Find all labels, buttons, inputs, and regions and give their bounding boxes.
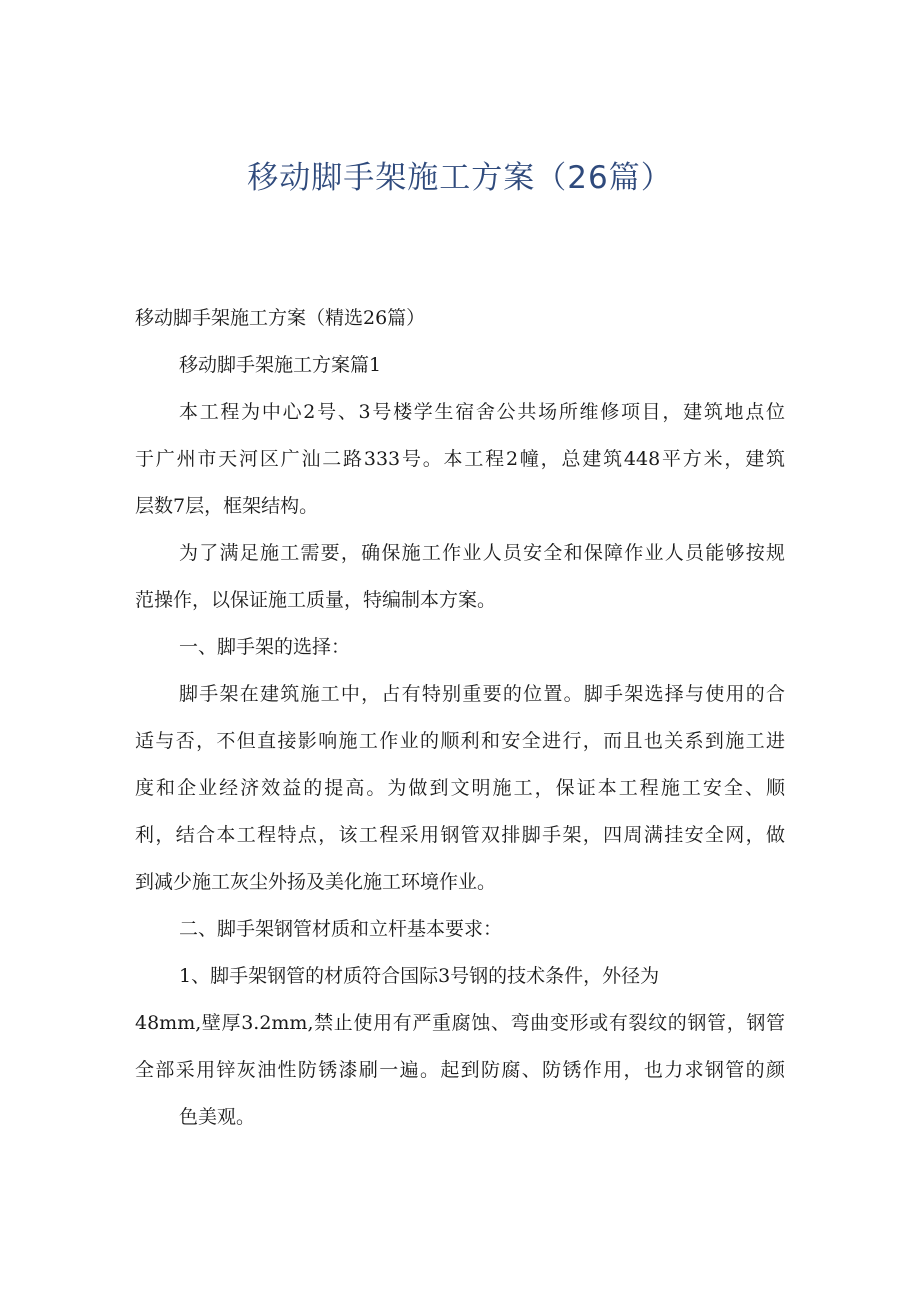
text-line: 为了满足施工需要，确保施工作业人员安全和保障作业人员能够按规	[179, 542, 785, 564]
text-line: 到减少施工灰尘外扬及美化施工环境作业。	[135, 871, 497, 893]
text-line: 范操作，以保证施工质量，特编制本方案。	[135, 589, 497, 611]
text-line: 全部采用锌灰油性防锈漆刷一遍。起到防腐、防锈作用，也力求钢管的颜	[135, 1059, 785, 1081]
text-line: 层数7层，框架结构。	[135, 495, 319, 517]
text-line: 二、脚手架钢管材质和立杆基本要求：	[179, 918, 503, 940]
text-line: 脚手架在建筑施工中，占有特别重要的位置。脚手架选择与使用的合	[179, 683, 785, 705]
text-line: 度和企业经济效益的提高。为做到文明施工，保证本工程施工安全、顺	[135, 777, 785, 799]
text-line: 移动脚手架施工方案篇1	[179, 354, 382, 376]
text-line: 适与否，不但直接影响施工作业的顺利和安全进行，而且也关系到施工进	[135, 730, 785, 752]
text-line: 于广州市天河区广汕二路333号。本工程2幢，总建筑448平方米，建筑	[135, 448, 785, 470]
text-line: 移动脚手架施工方案（精选26篇）	[135, 307, 426, 329]
text-line: 本工程为中心2号、3号楼学生宿舍公共场所维修项目，建筑地点位	[179, 401, 785, 423]
text-line: 48mm,壁厚3.2mm,禁止使用有严重腐蚀、弯曲变形或有裂纹的钢管，钢管	[135, 1012, 785, 1034]
document-title: 移动脚手架施工方案（26篇）	[247, 160, 673, 196]
text-line: 色美观。	[179, 1106, 256, 1128]
text-line: 1、脚手架钢管的材质符合国际3号钢的技术条件，外径为	[179, 965, 660, 987]
text-line: 利，结合本工程特点，该工程采用钢管双排脚手架，四周满挂安全网，做	[135, 824, 785, 846]
text-line: 一、脚手架的选择：	[179, 636, 351, 658]
document-body	[135, 300, 785, 1146]
